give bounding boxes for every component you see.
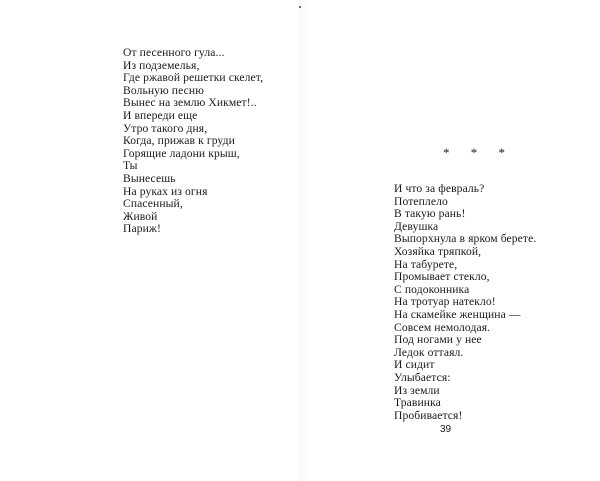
poem-line: Ледок оттаял. xyxy=(394,345,464,359)
poem-line: И сидит xyxy=(394,358,435,372)
poem-line: Потеплело xyxy=(394,194,448,208)
poem-line: Травинка xyxy=(394,396,441,410)
poem-line: Вынес на землю Хикмет!.. xyxy=(123,96,257,110)
poem-line: Париж! xyxy=(123,222,161,236)
poem-line: Улыбается: xyxy=(394,370,451,384)
poem-line: Живой xyxy=(123,209,158,223)
poem-line: Девушка xyxy=(394,219,439,233)
poem-line: Спасенный, xyxy=(123,197,183,211)
poem-line: Ты xyxy=(123,159,138,173)
poem-line: Из подземелья, xyxy=(123,58,200,72)
poem-line: На тротуар натекло! xyxy=(394,295,496,309)
poem-line: И что за февраль? xyxy=(394,182,485,195)
poem-line: Горящие ладони крыш, xyxy=(123,146,240,160)
print-speck xyxy=(299,6,301,8)
poem-line: Утро такого дня, xyxy=(123,121,208,135)
poem-line: На табурете, xyxy=(394,257,458,271)
poem-line: От песенного гула... xyxy=(123,46,225,59)
left-poem xyxy=(123,47,263,236)
poem-line: Пробивается! xyxy=(394,408,463,422)
poem-line: С подоконника xyxy=(394,282,470,296)
poem-line: Выпорхнула в ярком берете. xyxy=(394,232,537,246)
poem-line: На скамейке женщина — xyxy=(394,307,521,321)
poem-line: Хозяйка тряпкой, xyxy=(394,244,482,258)
poem-line: Вольную песню xyxy=(123,83,204,97)
poem-line: Когда, прижав к груди xyxy=(123,134,235,148)
poem-line: Промывает стекло, xyxy=(394,270,490,284)
right-poem xyxy=(394,183,536,422)
right-page xyxy=(300,0,600,481)
poem-line: В такую рань! xyxy=(394,207,466,221)
poem-line: Из земли xyxy=(394,383,440,397)
poem-line: Под ногами у нее xyxy=(394,333,482,347)
poem-line: И впереди еще xyxy=(123,108,198,122)
poem-line: Совсем немолодая. xyxy=(394,320,491,334)
poem-line: На руках из огня xyxy=(123,184,208,198)
page-number: 39 xyxy=(440,424,452,435)
poem-line: Где ржавой решетки скелет, xyxy=(123,71,264,85)
poem-line: Вынесешь xyxy=(123,171,176,185)
poem-separator: * * * xyxy=(443,145,514,160)
